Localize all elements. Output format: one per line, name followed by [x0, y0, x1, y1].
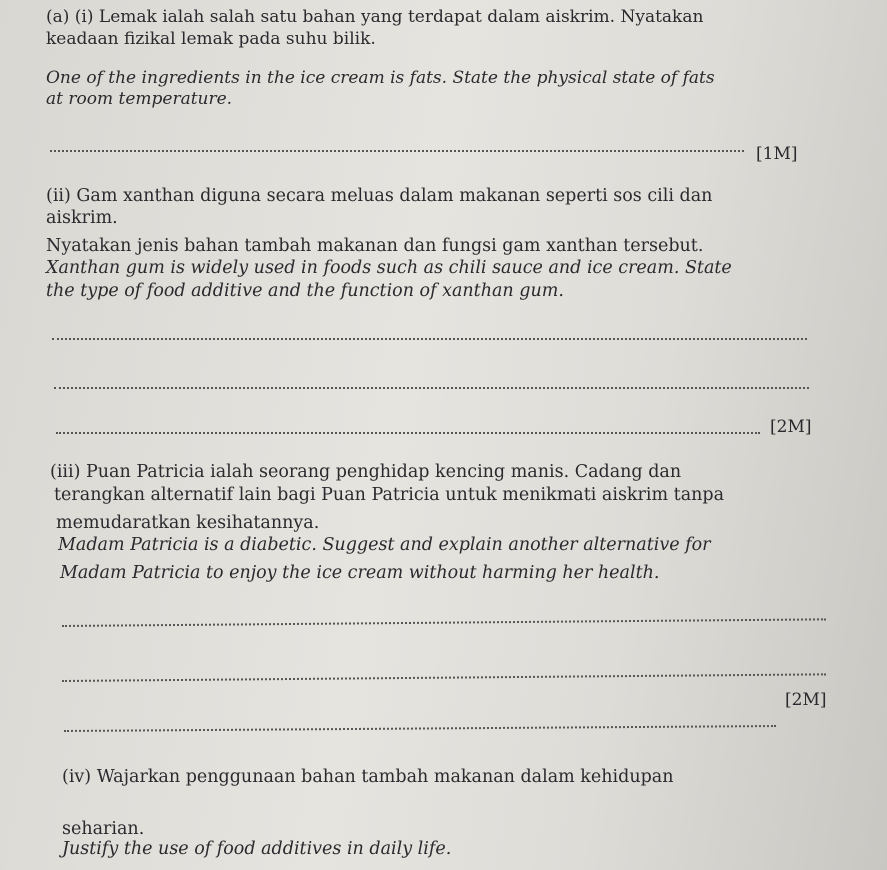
question-a-iii-english-line-2: Madam Patricia to enjoy the ice cream without harming her health. — [60, 563, 660, 583]
answer-line-a-iii-2[interactable] — [62, 673, 826, 682]
answer-line-a-ii-1[interactable] — [52, 338, 807, 340]
answer-line-a-ii-2[interactable] — [54, 387, 809, 389]
question-a-i-malay-line-1: (a) (i) Lemak ialah salah satu bahan yang terdapat dalam aiskrim. Nyatakan — [46, 7, 704, 27]
question-a-ii-english-line-2: the type of food additive and the function of xanthan gum. — [46, 281, 564, 301]
question-a-ii-malay-line-2: aiskrim. — [46, 208, 118, 228]
question-a-i-malay-line-2: keadaan fizikal lemak pada suhu bilik. — [46, 29, 376, 49]
question-a-i-english-line-1: One of the ingredients in the ice cream is fats. State the physical state of fats — [46, 68, 715, 88]
question-a-iv-english-line-1: Justify the use of food additives in daily life. — [62, 839, 452, 859]
question-a-iv-malay-line-1: (iv) Wajarkan penggunaan bahan tambah makanan dalam kehidupan — [62, 767, 674, 787]
question-a-iii-malay-line-1: (iii) Puan Patricia ialah seorang penghidap kencing manis. Cadang dan — [50, 462, 682, 482]
answer-line-a-i[interactable] — [50, 150, 744, 152]
marks-a-ii: [2M] — [770, 417, 812, 437]
question-a-ii-malay-line-1: (ii) Gam xanthan diguna secara meluas dalam makanan seperti sos cili dan — [46, 186, 713, 206]
marks-a-i: [1M] — [756, 144, 798, 164]
question-a-ii-malay-line-3: Nyatakan jenis bahan tambah makanan dan fungsi gam xanthan tersebut. — [46, 236, 704, 256]
answer-line-a-ii-3[interactable] — [56, 432, 760, 434]
answer-line-a-iii-1[interactable] — [62, 618, 826, 627]
question-a-iii-english-line-1: Madam Patricia is a diabetic. Suggest and explain another alternative for — [58, 535, 711, 555]
question-a-iii-malay-line-2: terangkan alternatif lain bagi Puan Patricia untuk menikmati aiskrim tanpa — [54, 485, 725, 505]
question-a-iv-malay-line-2: seharian. — [62, 819, 145, 839]
answer-line-a-iii-3[interactable] — [64, 725, 776, 732]
question-a-ii-english-line-1: Xanthan gum is widely used in foods such as chili sauce and ice cream. State — [46, 258, 732, 278]
question-a-i-english-line-2: at room temperature. — [46, 89, 233, 109]
marks-a-iii: [2M] — [785, 690, 827, 710]
question-a-iii-malay-line-3: memudaratkan kesihatannya. — [56, 513, 320, 533]
